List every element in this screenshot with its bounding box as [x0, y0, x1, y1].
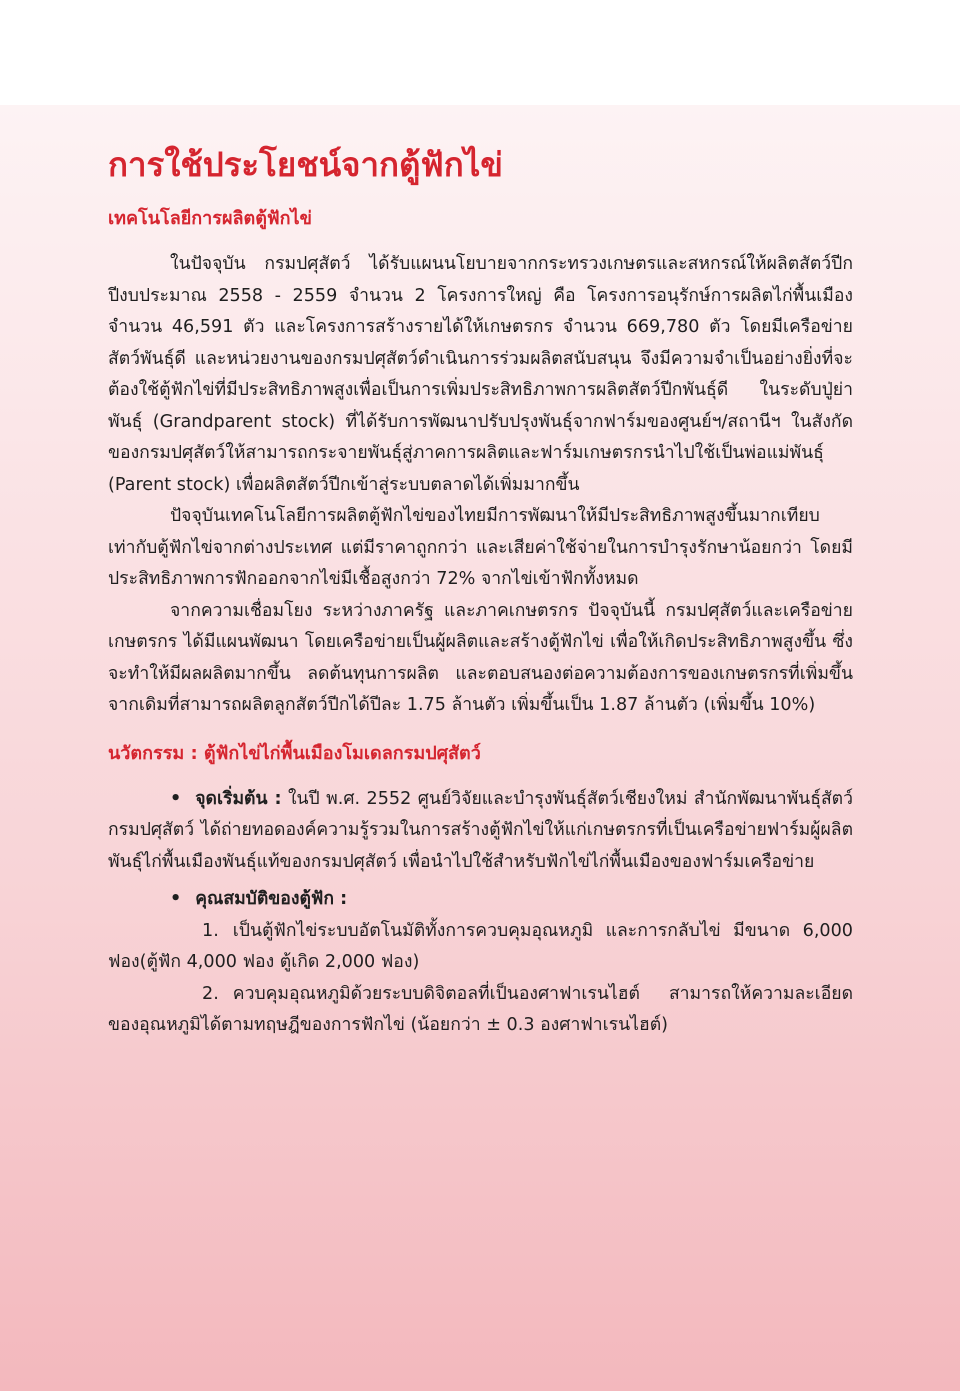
section-heading-technology: เทคโนโลยีการผลิตตู้ฟักไข่	[108, 208, 312, 229]
paragraph-policy: ในปัจจุบัน กรมปศุสัตว์ ได้รับแผนนโยบายจากกระทรวงเกษตรและสหกรณ์ให้ผลิตสัตว์ปีก ปีงบประมาณ 2558 - 2559 จำนวน 2 โครงการใหญ่ คือ โครงการอนุรักษ์การผลิตไก่พื้นเมือง จำนวน 46,591 ตัว และโครงการสร้างรายได้ให้เกษตรกร จำนวน 669,780 ตัว โดยมีเครือข่ายสัตว์พันธุ์ดี และหน่วยงานของกรมปศุสัตว์ดำเนินการร่วมผลิตสนับสนุน จึงมีความจำเป็นอย่างยิ่งที่จะต้องใช้ตู้ฟักไข่ที่มีประสิทธิภาพสูงเพื่อเป็นการเพิ่มประสิทธิภาพการผลิตสัตว์ปีกพันธุ์ดี ในระดับปู่ย่าพันธุ์ (Grandparent stock) ที่ได้รับการพัฒนาปรับปรุงพันธุ์จากฟาร์มของศูนย์ฯ/สถานีฯ ในสังกัดของกรมปศุสัตว์ให้สามารถกระจายพันธุ์สู่ภาคการผลิตและฟาร์มเกษตรกรนำไปใช้เป็นพ่อแม่พันธุ์ (Parent stock) เพื่อผลิตสัตว์ปีกเข้าสู่ระบบตลาดได้เพิ่มมากขึ้น	[108, 254, 853, 495]
document-body	[108, 135, 853, 1042]
numbered-item-text: ควบคุมอุณหภูมิด้วยระบบดิจิตอลที่เป็นองศาฟาเรนไฮต์ สามารถให้ความละเอียดของอุณหภูมิได้ตามทฤษฎีของการฟักไข่ (น้อยกว่า ± 0.3 องศาฟาเรนไฮต์)	[108, 983, 853, 1035]
bullet-starting-point	[108, 784, 853, 879]
numbered-item-text: เป็นตู้ฟักไข่ระบบอัตโนมัติทั้งการควบคุมอุณหภูมิ และการกลับไข่ มีขนาด 6,000 ฟอง(ตู้ฟัก 4,000 ฟอง ตู้เกิด 2,000 ฟอง)	[108, 920, 853, 972]
page-title: การใช้ประโยชน์จากตู้ฟักไข่	[108, 145, 503, 184]
numbered-item-2	[108, 979, 853, 1042]
bullet-text-starting-point: ในปี พ.ศ. 2552 ศูนย์วิจัยและบำรุงพันธุ์สัตว์เชียงใหม่ สำนักพัฒนาพันธุ์สัตว์ กรมปศุสัตว์ ได้ถ่ายทอดองค์ความรู้รวมในการสร้างตู้ฟักไข่ให้แก่เกษตรกรที่เป็นเครือข่ายฟาร์มผู้ผลิตพันธุ์ไก่พื้นเมืองพันธุ์แท้ของกรมปศุสัตว์ เพื่อนำไปใช้สำหรับฟักไข่ไก่พื้นเมืองของฟาร์มเครือข่าย	[108, 788, 853, 872]
paragraph-technology-progress: ปัจจุบันเทคโนโลยีการผลิตตู้ฟักไข่ของไทยมีการพัฒนาให้มีประสิทธิภาพสูงขึ้นมากเทียบเท่ากับตู้ฟักไข่จากต่างประเทศ แต่มีราคาถูกกว่า และเสียค่าใช้จ่ายในการบำรุงรักษาน้อยกว่า โดยมีประสิทธิภาพการฟักออกจากไข่มีเชื้อสูงกว่า 72% จากไข่เข้าฟักทั้งหมด	[108, 506, 853, 589]
paragraph-collaboration: จากความเชื่อมโยง ระหว่างภาครัฐ และภาคเกษตรกร ปัจจุบันนี้ กรมปศุสัตว์และเครือข่ายเกษตรกร ได้มีแผนพัฒนา โดยเครือข่ายเป็นผู้ผลิตและสร้างตู้ฟักไข่ เพื่อให้เกิดประสิทธิภาพสูงขึ้น ซึ่งจะทำให้มีผลผลิตมากขึ้น ลดต้นทุนการผลิต และตอบสนองต่อความต้องการของเกษตรกรที่เพิ่มขึ้น จากเดิมที่สามารถผลิตลูกสัตว์ปีกได้ปีละ 1.75 ล้านตัว เพิ่มขึ้นเป็น 1.87 ล้านตัว (เพิ่มขึ้น 10%)	[108, 600, 853, 715]
numbered-item-number: 1.	[202, 920, 219, 941]
bullet-label-properties: คุณสมบัติของตู้ฟัก :	[195, 889, 348, 909]
section-heading-innovation: นวัตกรรม : ตู้ฟักไข่ไก่พื้นเมืองโมเดลกรมปศุสัตว์	[108, 742, 481, 764]
bullet-properties	[108, 884, 853, 916]
bullet-marker: •	[170, 788, 182, 809]
bullet-label-starting-point: จุดเริ่มต้น :	[195, 788, 282, 809]
numbered-item-number: 2.	[202, 983, 219, 1004]
bullet-marker: •	[170, 889, 182, 909]
numbered-item-1	[108, 916, 853, 979]
